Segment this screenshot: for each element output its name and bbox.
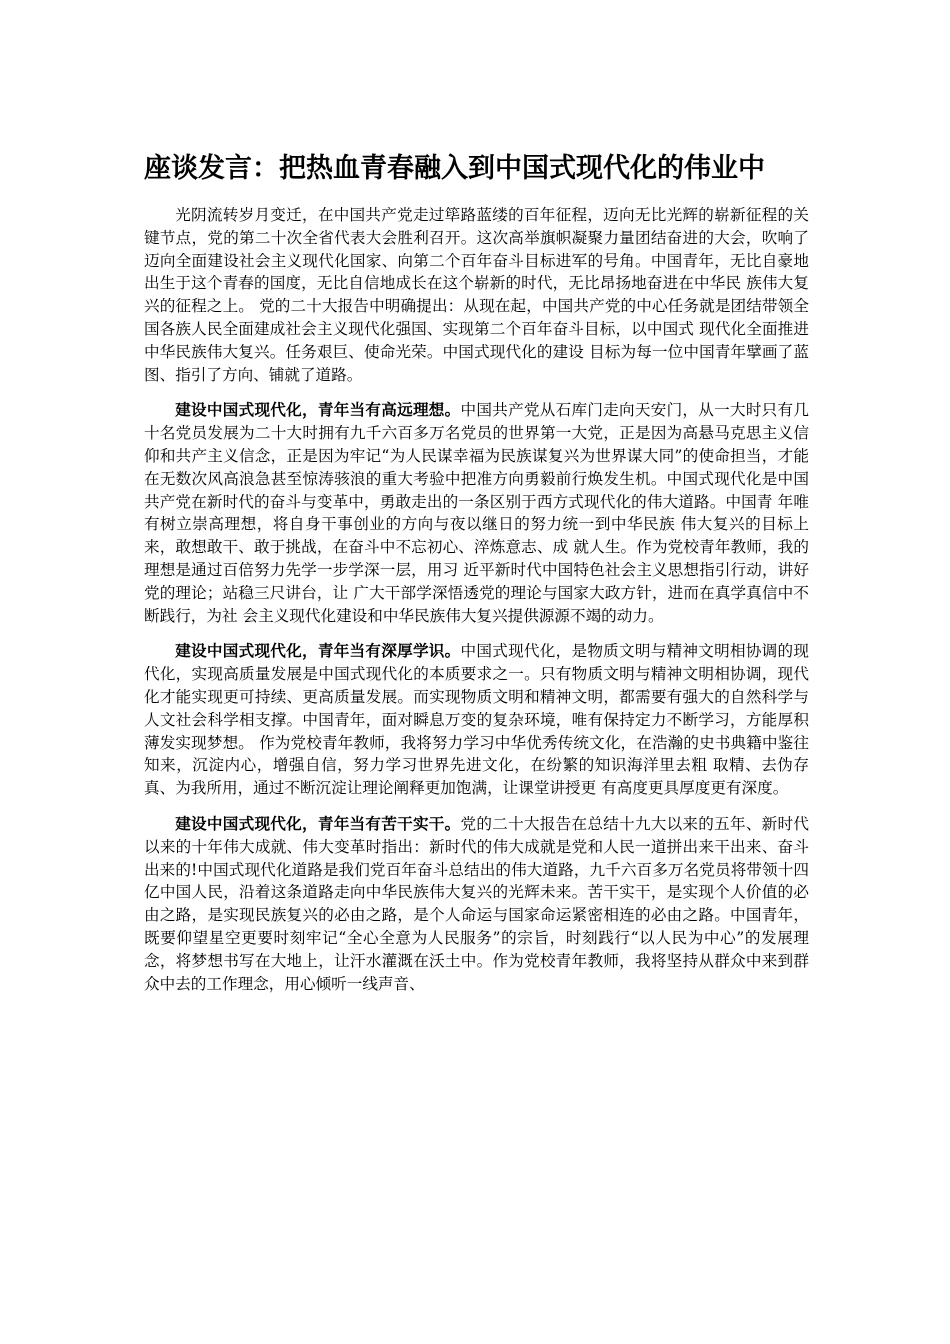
paragraph-text: 光阴流转岁月变迁，在中国共产党走过筚路蓝缕的百年征程，迈向无比光辉的崭新征程的关键节点，党的第二十次全省代表大会胜利召开。这次高举旗帜凝聚力量团结奋进的大会，吹响了迈向全面建设社会主义现代化国家、向第二个百年奋斗目标进军的号角。中国青年，无比自豪地出生于这个青春的国度，无比自信地成长在这个崭新的时代，无比昂扬地奋进在中华民 族伟大复兴的征程之上。 党的二十大报告中明确提出：从现在起，中国共产党的中心任务就是团结带领全 国各族人民全面建成社会主义现代化强国、实现第二个百年奋斗目标，以中国式 现代化全面推进中华民族伟大复兴。任务艰巨、使命光荣。中国式现代化的建设 目标为每一位中国青年擘画了蓝图、指引了方向、铺就了道路。 bbox=[144, 206, 809, 384]
paragraph-hard-work bbox=[144, 813, 809, 995]
paragraph-text: 中国共产党从石库门走向天安门，从一大时只有几十名党员发展为二十大时拥有九千六百多万名党员的世界第一大党，正是因为高悬马克思主义信仰和共产主义信念，正是因为牢记“为人民谋幸福为民族谋复兴为世界谋大同”的使命担当，才能在无数次风高浪急甚至惊涛骇浪的重大考验中把准方向勇毅前行焕发生机。中国式现代化是中国共产党在新时代的奋斗与变革中，勇敢走出的一条区别于西方式现代化的伟大道路。中国青 年唯有树立崇高理想，将自身干事创业的方向与夜以继日的努力统一到中华民族 伟大复兴的目标上来，敢想敢干、敢于挑战，在奋斗中不忘初心、淬炼意志、成 就人生。作为党校青年教师，我的理想是通过百倍努力先学一步学深一层，用习 近平新时代中国特色社会主义思想指引行动，讲好党的理论；站稳三尺讲台，让 广大干部学深悟透党的理论与国家大政方针，进而在真学真信中不断践行，为社 会主义现代化建设和中华民族伟大复兴提供源源不竭的动力。 bbox=[144, 401, 809, 625]
paragraph-lead-heading: 建设中国式现代化，青年当有深厚学识。 bbox=[175, 642, 461, 661]
document-body bbox=[144, 204, 809, 1008]
paragraph-lead-heading: 建设中国式现代化，青年当有苦干实干。 bbox=[175, 814, 461, 833]
paragraph-knowledge bbox=[144, 640, 809, 800]
paragraph-ideals bbox=[144, 399, 809, 627]
document-title: 座谈发言：把热血青春融入到中国式现代化的伟业中 bbox=[144, 153, 765, 184]
paragraph-lead-heading: 建设中国式现代化，青年当有高远理想。 bbox=[175, 401, 461, 420]
paragraph-text: 中国式现代化，是物质文明与精神文明相协调的现代化，实现高质量发展是中国式现代化的本质要求之一。只有物质文明与精神文明相协调，现代化才能实现更可持续、更高质量发展。而实现物质文明和精神文明，都需要有强大的自然科学与人文社会科学相支撑。中国青年，面对瞬息万变的复杂环境，唯有保持定力不断学习，方能厚积薄发实现梦想。 作为党校青年教师，我将努力学习中华优秀传统文化，在浩瀚的史书典籍中鉴往 知来，沉淀内心，增强自信，努力学习世界先进文化，在纷繁的知识海洋里去粗 取精、去伪存真、为我所用，通过不断沉淀让理论阐释更加饱满，让课堂讲授更 有高度更具厚度更有深度。 bbox=[144, 642, 809, 798]
paragraph-intro bbox=[144, 204, 809, 386]
paragraph-text: 党的二十大报告在总结十九大以来的五年、新时代以来的十年伟大成就、伟大变革时指出：新时代的伟大成就是党和人民一道拼出来干出来、奋斗出来的!中国式现代化道路是我们党百年奋斗总结出的伟大道路，九千六百多万名党员将带领十四亿中国人民，沿着这条道路走向中华民族伟大复兴的光辉未来。苦干实干，是实现个人价值的必由之路，是实现民族复兴的必由之路，是个人命运与国家命运紧密相连的必由之路。中国青年，既要仰望星空更要时刻牢记“全心全意为人民服务”的宗旨，时刻践行“以人民为中心”的发展理念，将梦想书写在大地上，让汗水灌溉在沃土中。作为党校青年教师，我将坚持从群众中来到群众中去的工作理念，用心倾听一线声音、 bbox=[144, 814, 809, 993]
